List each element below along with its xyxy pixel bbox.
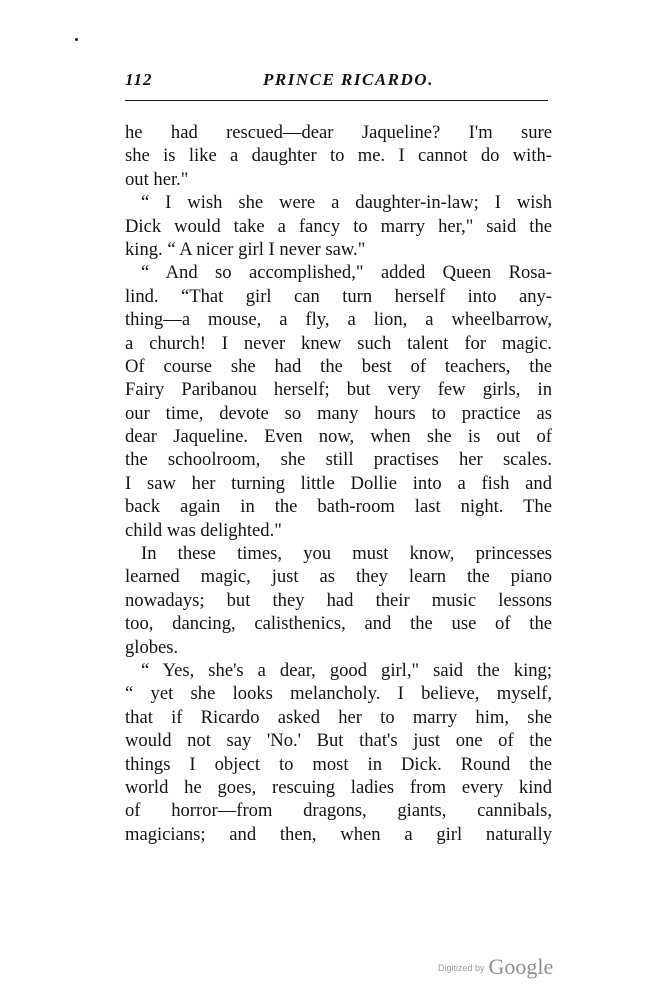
text-line: our time, devote so many hours to practice as <box>125 402 552 424</box>
text-line: Fairy Paribanou herself; but very few girls, in <box>125 379 552 401</box>
text-line: “ Yes, she's a dear, good girl," said the king; <box>141 659 552 681</box>
text-line: would not say 'No.' But that's just one of the <box>125 730 552 752</box>
body-text <box>125 121 552 846</box>
text-line: nowadays; but they had their music lessons <box>125 589 552 611</box>
text-line: the schoolroom, she still practises her scales. <box>125 449 552 471</box>
page-number: 112 <box>125 70 153 89</box>
google-logo: Google <box>488 954 554 979</box>
text-line: child was delighted." <box>125 519 282 541</box>
text-line: that if Ricardo asked her to marry him, she <box>125 706 552 728</box>
header-rule <box>125 100 548 101</box>
text-line: lind. “That girl can turn herself into any- <box>125 285 552 307</box>
page-header <box>125 70 548 96</box>
text-line: thing—a mouse, a fly, a lion, a wheelbarrow, <box>125 309 552 331</box>
text-line: “ And so accomplished," added Queen Rosa- <box>141 262 552 284</box>
text-line: dear Jaqueline. Even now, when she is out of <box>125 426 552 448</box>
text-line: I saw her turning little Dollie into a fish and <box>125 472 552 494</box>
text-line: world he goes, rescuing ladies from every kind <box>125 776 552 798</box>
text-line: Of course she had the best of teachers, the <box>125 355 552 377</box>
digitized-by-google-watermark <box>438 954 553 980</box>
text-line: In these times, you must know, princesses <box>141 543 552 565</box>
text-line: back again in the bath-room last night. The <box>125 496 552 518</box>
text-line: globes. <box>125 636 179 658</box>
text-line: he had rescued—dear Jaqueline? I'm sure <box>125 122 552 143</box>
text-line: out her." <box>125 168 189 190</box>
running-head: PRINCE RICARDO. <box>263 70 434 89</box>
text-line: of horror—from dragons, giants, cannibals, <box>125 800 552 822</box>
text-line: magicians; and then, when a girl naturally <box>125 823 552 845</box>
text-line: a church! I never knew such talent for magic. <box>125 332 552 354</box>
text-line: “ I wish she were a daughter-in-law; I wish <box>141 192 552 214</box>
text-line: learned magic, just as they learn the piano <box>125 566 552 588</box>
text-line: things I object to most in Dick. Round the <box>125 753 552 775</box>
text-line: she is like a daughter to me. I cannot do with- <box>125 145 552 167</box>
text-line: king. “ A nicer girl I never saw." <box>125 238 366 260</box>
watermark-prefix: Digitized by <box>438 963 485 973</box>
text-line: “ yet she looks melancholy. I believe, myself, <box>125 683 552 705</box>
ink-speck <box>75 38 78 41</box>
text-line: too, dancing, calisthenics, and the use of the <box>125 613 552 635</box>
text-line: Dick would take a fancy to marry her," said the <box>125 215 552 237</box>
